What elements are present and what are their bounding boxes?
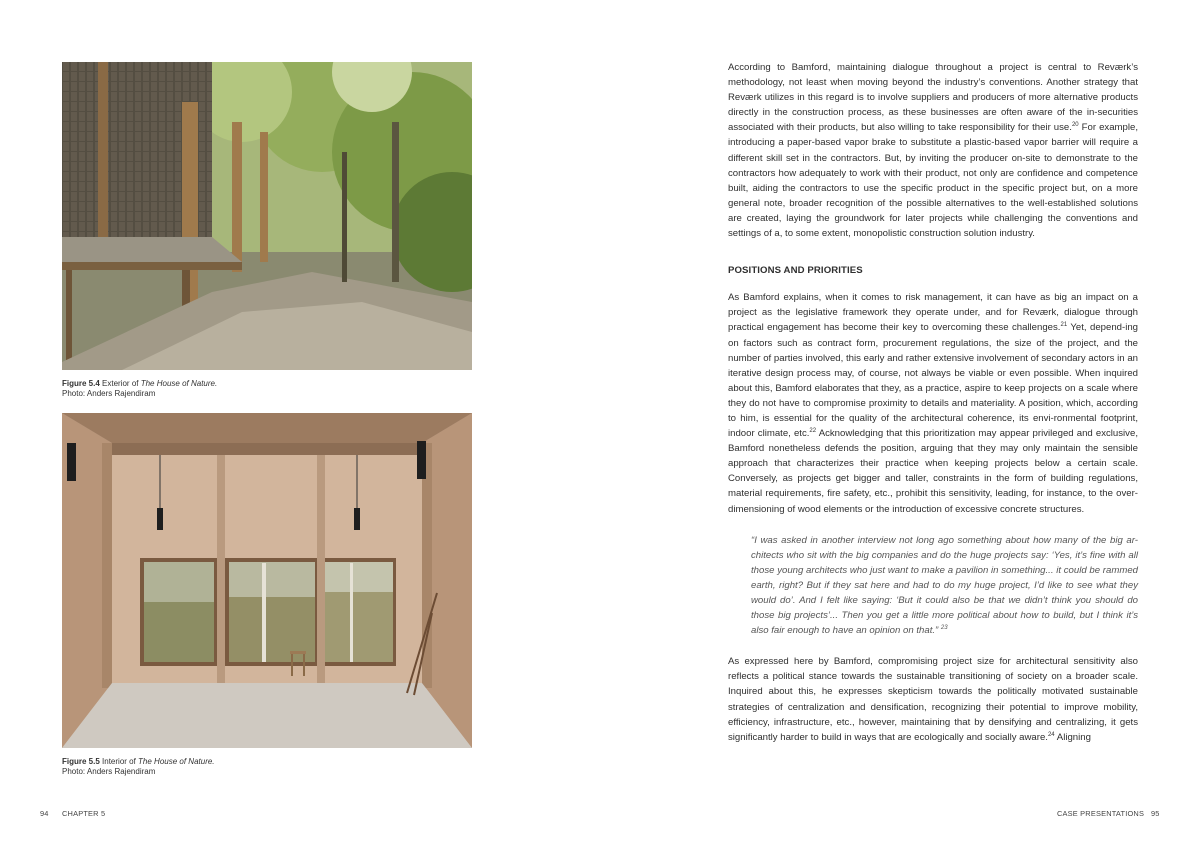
section-heading: POSITIONS AND PRIORITIES [728,265,863,277]
paragraph-text: As Bamford explains, when it comes to risk management, it can have as big an impact on a project as the legislative framework they operate under, and for Reværk, dialogue through practical engagement has become their key to overcoming these challenges. [728,292,1138,334]
block-quote [751,533,1138,639]
footnote-ref[interactable]: 20 [1071,122,1079,129]
paragraph-text: For example, introducing a paper-based vapor brake to substitute a plastic-based vapor barrier will require a different skill set in the contractors. But, by inviting the producer on-site to demonstrate to the contractors how adequately to work with their product, not only are confidence and competence built, aiding the contractors to use the specific product in the specific project but, on a more general note, broader recognition of the possible alternatives to the well-established solutions are created, laying the groundwork for later projects while challenging the conventions and settings of a, to some extent, monopolistic construction solution industry. [728,122,1138,240]
paragraph [728,60,1138,241]
interior-photo [62,413,472,748]
right-page-number: 95 [1151,809,1160,818]
body-text-column [728,60,1138,745]
exterior-photo [62,62,472,370]
paragraph [728,654,1138,745]
paragraph-text: Yet, depend-ing on factors such as contract form, procurement regulations, the size of the project, and the number of parties involved, this early and rather extensive involvement of secondary actors in an iterative design process may, of course, not always be viable or even possible. When inquired about this, Bamford elaborates that they, as a practice, aspire to keep projects on a scale where they do not have to compromise proximity to details and materiality. A position, which, according to him, is essential for the quality of the architectural coherence, its envi-ronmental footprint, indoor climate, etc. [728,322,1138,440]
paragraph-text: Acknowledging that this prioritization may appear privileged and exclusive, Bamford nonetheless defends the position, arguing that they may only maintain the sensible approach that characterizes their practice when keeping projects below a certain scale. Conversely, as projects get bigger and taller, constraints in the form of building regulations, material requirements, fire safety, etc., prohibit this sensitivity, leading, for instance, to the over-dimensioning of wood elements or the introduction of excessive concrete structures. [728,428,1138,515]
figure-label: Figure 5.5 [62,757,100,766]
paragraph-text: As expressed here by Bamford, compromising project size for architectural sensitivity also reflects a political stance towards the sustainable transitioning of society on a broader scale. Inquired about this, he expresses skepticism towards the politically motivated sustainable strategies of centralization and densification, recognizing their potential to improve mobility, efficiency, infrastructure, etc., however, maintaining that by densifying and centralizing, it gets significantly harder to build in ways that are ecologically and socially aware. [728,656,1138,743]
figure-5-5-caption [62,757,215,777]
figure-text: Exterior of [102,379,141,388]
footnote-ref[interactable]: 21 [1060,322,1068,329]
figure-title: The House of Nature. [138,757,215,766]
figure-text: Interior of [102,757,139,766]
left-running-header: CHAPTER 5 [62,809,106,818]
figure-credit: Photo: Anders Rajendiram [62,389,156,398]
footnote-ref[interactable]: 23 [940,625,948,631]
right-running-header: CASE PRESENTATIONS [1057,809,1145,818]
figure-label: Figure 5.4 [62,379,100,388]
footnote-ref[interactable]: 24 [1047,731,1055,738]
figure-title: The House of Nature. [140,379,218,388]
paragraph-text: Aligning [1054,731,1091,743]
figure-credit: Photo: Anders Rajendiram [62,767,156,776]
quote-text: “I was asked in another interview not long ago something about how many of the big ar-chitects who sit with the big companies and do the huge projects say: ‘Yes, it’s fine with all those young architects who just want to make a pavilion in something... it could be rammed earth, right? But if they sat here and had to do my huge project, I’d like to see what they would do’. And I felt like saying: ‘But it could also be that we didn’t think you should do those big projects’... Then you get a little more political about how to build, but I think it’s also fair enough to have an opinion on that.” [751,534,1138,637]
paragraph-text: According to Bamford, maintaining dialogue throughout a project is central to Reværk’s methodology, not least when moving beyond the industry’s conventions. Another strategy that Reværk utilizes in this regard is to involve suppliers and producers of more alternative products directly in the construction process, as these businesses are often aware of the in-securities associated with their products, but also willing to take responsibility for their use. [728,62,1138,134]
paragraph [728,290,1138,516]
figure-5-4-caption [62,379,217,399]
footnote-ref[interactable]: 22 [809,427,817,434]
left-page-number: 94 [40,809,49,818]
